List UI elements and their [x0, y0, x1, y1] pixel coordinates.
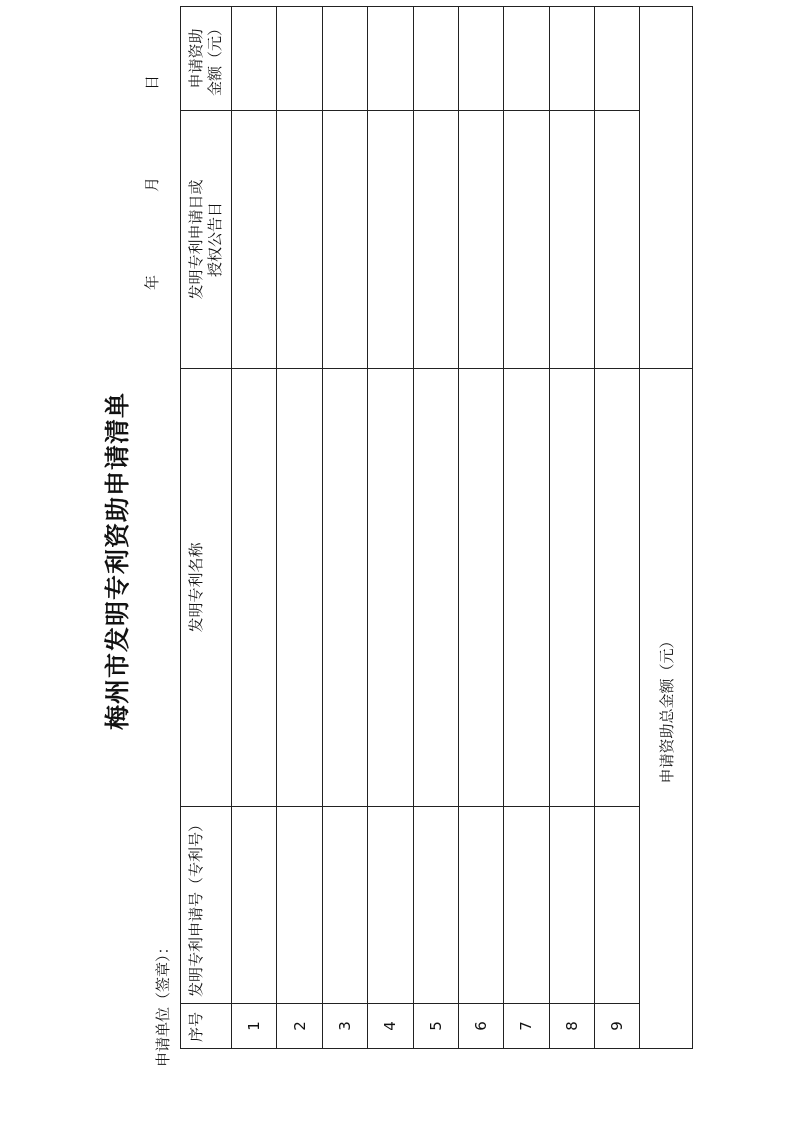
- table-row: [413, 7, 458, 1049]
- row-number: 5: [413, 1004, 458, 1049]
- table-row: [232, 7, 277, 1049]
- cell-filing-date[interactable]: [413, 111, 458, 369]
- cell-patent-name[interactable]: [322, 369, 367, 807]
- table-row: [277, 7, 322, 1049]
- cell-filing-date[interactable]: [504, 111, 549, 369]
- table-row: [549, 7, 594, 1049]
- cell-filing-date[interactable]: [232, 111, 277, 369]
- cell-application-no[interactable]: [232, 807, 277, 1004]
- cell-amount[interactable]: [595, 7, 640, 111]
- applicant-label: 申请单位（签章）：: [154, 939, 172, 1067]
- cell-amount[interactable]: [322, 7, 367, 111]
- row-number: 4: [368, 1004, 413, 1049]
- row-number: 7: [504, 1004, 549, 1049]
- header-filing-date-line2: 授权公告日: [206, 202, 224, 278]
- page-title: 梅州市发明专利资助申请清单: [103, 392, 132, 731]
- date-line: [141, 60, 163, 290]
- table-row: [458, 7, 503, 1049]
- cell-patent-name[interactable]: [504, 369, 549, 807]
- cell-amount[interactable]: [504, 7, 549, 111]
- table-row: [504, 7, 549, 1049]
- date-year-label: 年: [143, 274, 161, 290]
- cell-application-no[interactable]: [413, 807, 458, 1004]
- cell-patent-name[interactable]: [458, 369, 503, 807]
- cell-amount[interactable]: [368, 7, 413, 111]
- date-month-label: 月: [143, 176, 161, 192]
- cell-patent-name[interactable]: [232, 369, 277, 807]
- cell-patent-name[interactable]: [595, 369, 640, 807]
- cell-application-no[interactable]: [504, 807, 549, 1004]
- cell-application-no[interactable]: [595, 807, 640, 1004]
- cell-filing-date[interactable]: [458, 111, 503, 369]
- cell-amount[interactable]: [277, 7, 322, 111]
- row-number: 6: [458, 1004, 503, 1049]
- patent-list-table: [180, 6, 693, 1049]
- row-number: 8: [549, 1004, 594, 1049]
- cell-patent-name[interactable]: [413, 369, 458, 807]
- cell-amount[interactable]: [232, 7, 277, 111]
- header-amount: [181, 7, 232, 111]
- cell-filing-date[interactable]: [368, 111, 413, 369]
- row-number: 1: [232, 1004, 277, 1049]
- header-application-no: 发明专利申请号（专利号）: [181, 807, 232, 1004]
- header-filing-date-line1: 发明专利申请日或: [187, 179, 205, 300]
- total-amount-label: 申请资助总金额（元）: [640, 369, 693, 1049]
- cell-filing-date[interactable]: [277, 111, 322, 369]
- row-number: 2: [277, 1004, 322, 1049]
- table-row: [595, 7, 640, 1049]
- cell-application-no[interactable]: [322, 807, 367, 1004]
- cell-filing-date[interactable]: [595, 111, 640, 369]
- row-number: 3: [322, 1004, 367, 1049]
- date-day-label: 日: [143, 74, 161, 90]
- cell-application-no[interactable]: [368, 807, 413, 1004]
- cell-filing-date[interactable]: [322, 111, 367, 369]
- cell-patent-name[interactable]: [368, 369, 413, 807]
- cell-application-no[interactable]: [277, 807, 322, 1004]
- table-row: [322, 7, 367, 1049]
- table-row: [368, 7, 413, 1049]
- table-header-row: [181, 7, 232, 1049]
- row-number: 9: [595, 1004, 640, 1049]
- cell-patent-name[interactable]: [549, 369, 594, 807]
- cell-amount[interactable]: [458, 7, 503, 111]
- header-amount-line1: 申请资助: [187, 28, 205, 89]
- cell-filing-date[interactable]: [549, 111, 594, 369]
- cell-patent-name[interactable]: [277, 369, 322, 807]
- header-amount-line2: 金额（元）: [206, 21, 224, 97]
- cell-amount[interactable]: [549, 7, 594, 111]
- header-filing-date: [181, 111, 232, 369]
- header-seq: 序号: [181, 1004, 232, 1049]
- cell-application-no[interactable]: [458, 807, 503, 1004]
- total-amount-value[interactable]: [640, 7, 693, 369]
- total-row: [640, 7, 693, 1049]
- cell-amount[interactable]: [413, 7, 458, 111]
- cell-application-no[interactable]: [549, 807, 594, 1004]
- header-patent-name: 发明专利名称: [181, 369, 232, 807]
